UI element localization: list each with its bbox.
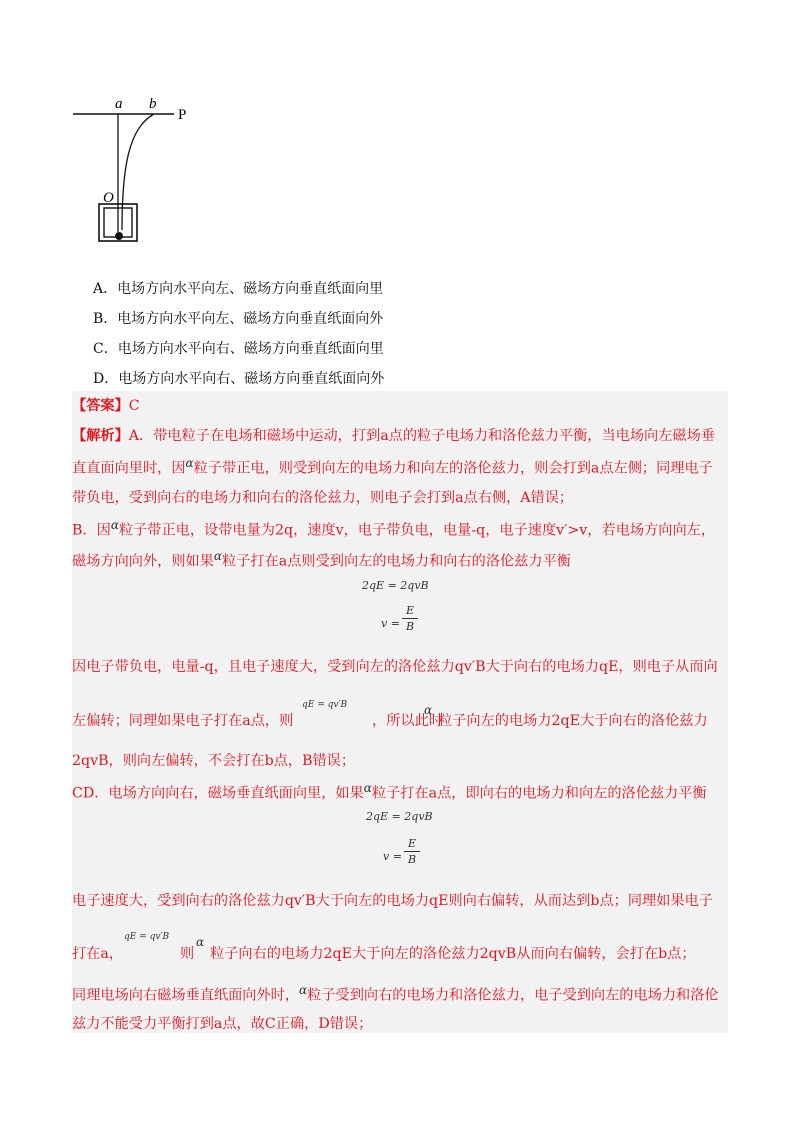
analysis-line-7 (72, 710, 293, 730)
fraction-lhs-2: v = (383, 850, 402, 863)
option-c: C．电场方向水平向右、磁场方向垂直纸面向里 (93, 341, 384, 357)
analysis-line-12 (72, 983, 719, 1005)
fraction-lhs-1: v = (381, 617, 400, 630)
analysis-line-1 (72, 425, 715, 445)
alpha-symbol: α (110, 518, 119, 532)
fraction-bar (404, 851, 420, 852)
text-segment: 左偏转；同理如果电子打在a点，则 (72, 713, 294, 729)
text-segment: 粒子打在a点则受到向左的电场力和向右的洛伦兹力平衡 (222, 553, 571, 570)
text-segment: 粒子受到向右的电场力和洛伦兹力，电子受到向左的电场力和洛伦 (307, 987, 719, 1004)
text-segment: 粒子向右的电场力2qE大于向左的洛伦兹力2qvB从而向右偏转，会打在b点； (210, 946, 696, 962)
alpha-symbol: α (185, 456, 194, 470)
analysis-line-6: 因电子带负电，电量-q，且电子速度大，受到向左的洛伦兹力qv′B大于向右的电场力qE，则电子从而向 (72, 659, 718, 675)
option-b: B．电场方向水平向左、磁场方向垂直纸面向外 (93, 311, 384, 327)
alpha-line-11 (196, 934, 204, 950)
fraction-denominator: B (405, 620, 415, 633)
analysis-line-5 (72, 549, 571, 571)
text-segment: 粒子打在a点，即向右的电场力和向左的洛伦兹力平衡 (371, 785, 707, 802)
deflection-diagram (70, 90, 210, 250)
fraction-numerator: E (407, 837, 417, 850)
analysis-line-7b (372, 710, 443, 730)
text-segment: 粒子带正电，则受到向左的电场力和向左的洛伦兹力，则会打到a点左侧；同理电子 (193, 460, 713, 477)
label-b: b (149, 96, 157, 112)
answer-value: C (128, 398, 140, 414)
analysis-line-11c (210, 943, 696, 963)
text-segment: CD．电场方向向右，磁场垂直纸面向里，如果 (72, 785, 364, 802)
label-o: O (103, 190, 114, 206)
curved-path-b (122, 114, 154, 230)
text-segment: ，所以此时 (372, 713, 443, 729)
text-segment: 直直面向里时，因 (72, 460, 186, 477)
analysis-tag: 【解析】 (72, 428, 129, 444)
equation-2: 2qE = 2qvB (366, 810, 433, 823)
fraction-numerator: E (405, 604, 415, 617)
answer-tag: 【答案】 (72, 398, 129, 414)
text-segment: 粒子向左的电场力2qE大于向右的洛伦兹力 (438, 713, 708, 729)
label-a: a (115, 96, 123, 112)
text-segment: 同理电场向右磁场垂直纸面向外时， (72, 987, 300, 1004)
alpha-line-7 (424, 702, 432, 718)
equation-1: 2qE = 2qvB (362, 579, 429, 592)
analysis-line-4 (72, 518, 715, 540)
analysis-line-8: 2qvB，则向左偏转，不会打在b点，B错误； (72, 753, 356, 769)
equation-small-1: qE = qv′B (302, 700, 348, 710)
analysis-line-11 (72, 943, 123, 963)
fraction-2 (404, 837, 420, 866)
alpha-symbol: α (363, 781, 372, 795)
fraction-1 (402, 604, 418, 633)
label-p: P (178, 107, 187, 123)
alpha-symbol: α (424, 703, 433, 717)
option-d: D．电场方向水平向右、磁场方向垂直纸面向外 (93, 371, 385, 387)
text-segment: 粒子带正电，设带电量为2q，速度v，电子带负电，电量-q，电子速度v′>v，若电场方向向左， (118, 522, 716, 539)
analysis-text: A．带电粒子在电场和磁场中运动，打到a点的粒子电场力和洛伦兹力平衡，当电场向左磁场垂 (128, 428, 715, 444)
answer-options (93, 274, 384, 394)
answer-line (72, 395, 140, 415)
text-segment: 则 (180, 946, 195, 962)
alpha-symbol: α (196, 935, 205, 949)
option-a: A．电场方向水平向左、磁场方向垂直纸面向里 (93, 281, 384, 297)
fraction-denominator: B (407, 853, 417, 866)
alpha-symbol: α (213, 549, 222, 563)
text-segment: B．因 (72, 522, 111, 539)
fraction-bar (402, 618, 418, 619)
analysis-line-11b (180, 943, 194, 963)
source-particle (115, 232, 123, 240)
analysis-line-2 (72, 456, 713, 478)
text-segment: 打在a， (72, 946, 124, 962)
equation-small-2: qE = qv′B (124, 932, 170, 942)
alpha-symbol: α (299, 983, 308, 997)
text-segment: 磁场方向向外，则如果 (72, 553, 214, 570)
analysis-line-9 (72, 781, 707, 803)
analysis-line-10: 电子速度大，受到向右的洛伦兹力qv′B大于向左的电场力qE则向右偏转，从而达到b点；同理如果电子 (72, 893, 713, 909)
analysis-line-7c (438, 710, 708, 730)
analysis-line-3: 带负电，受到向右的电场力和向右的洛伦兹力，则电子会打到a点右侧，A错误； (72, 490, 574, 506)
analysis-line-13: 兹力不能受力平衡打到a点，故C正确，D错误； (72, 1016, 373, 1032)
